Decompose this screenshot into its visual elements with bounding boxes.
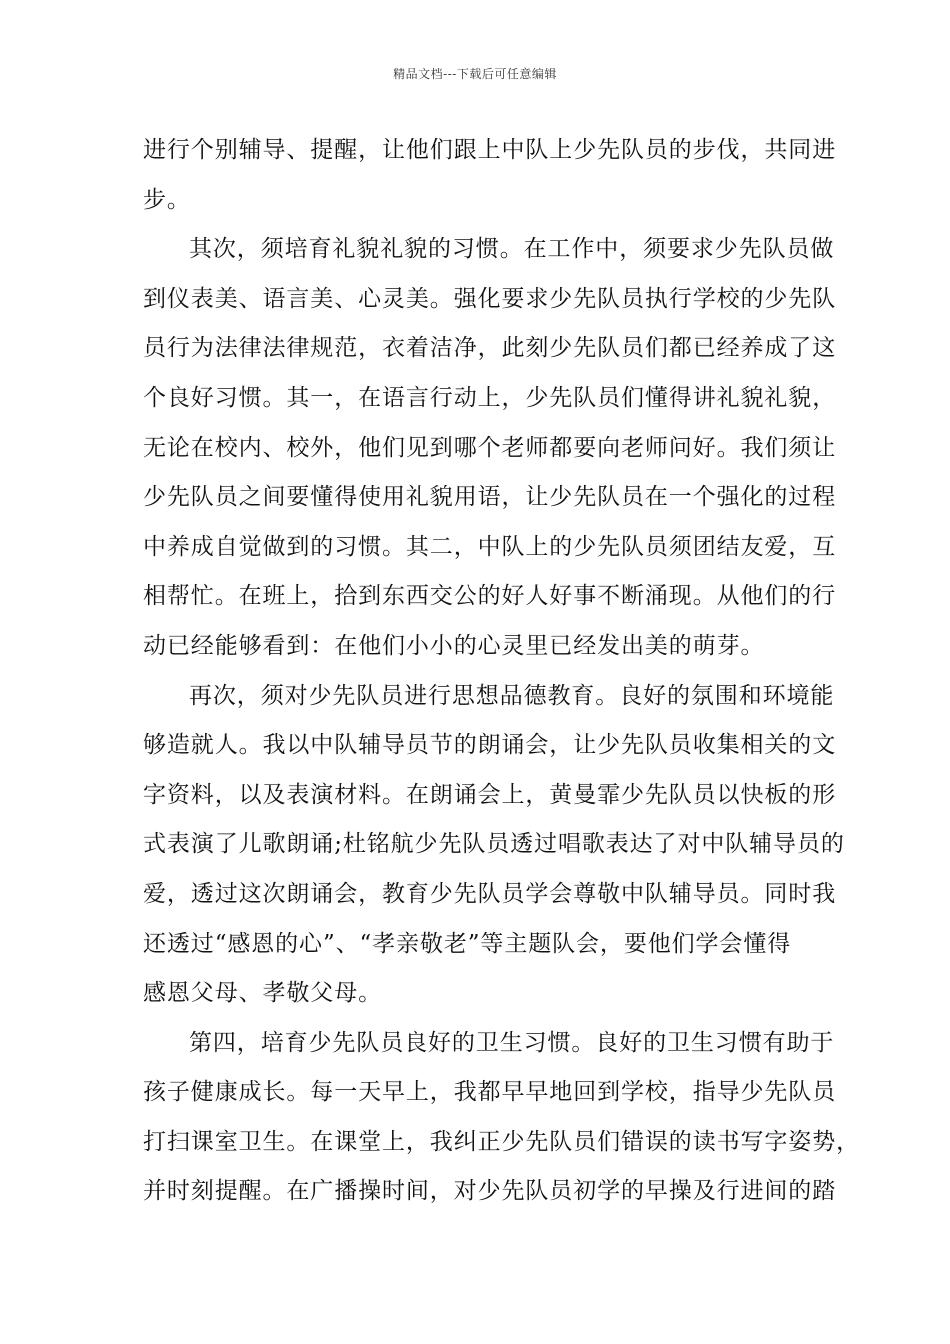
text-line: 字资料，以及表演材料。在朗诵会上，黄曼霏少先队员以快板的形	[143, 781, 837, 808]
text-line: 还透过“感恩的心”、“孝亲敬老”等主题队会，要他们学会懂得	[143, 930, 792, 957]
text-line: 个良好习惯。其一，在语言行动上，少先队员们懂得讲礼貌礼貌，	[143, 384, 837, 411]
text-line: 员行为法律法律规范，衣着洁净，此刻少先队员们都已经养成了这	[143, 335, 837, 362]
paragraph-start-line: 再次，须对少先队员进行思想品德教育。良好的氛围和环境能	[189, 682, 835, 709]
paragraph-start-line: 第四，培育少先队员良好的卫生习惯。良好的卫生习惯有助于	[189, 1029, 835, 1056]
text-line: 孩子健康成长。每一天早上，我都早早地回到学校，指导少先队员	[143, 1079, 837, 1106]
text-line: 到仪表美、语言美、心灵美。强化要求少先队员执行学校的少先队	[143, 285, 837, 312]
text-line: 进行个别辅导、提醒，让他们跟上中队上少先队员的步伐，共同进	[143, 137, 837, 163]
text-line: 无论在校内、校外，他们见到哪个老师都要向老师问好。我们须让	[143, 434, 837, 461]
text-line: 够造就人。我以中队辅导员节的朗诵会，让少先队员收集相关的文	[143, 732, 837, 759]
text-line: 相帮忙。在班上，拾到东西交公的好人好事不断涌现。从他们的行	[143, 583, 837, 610]
paragraph-start-line: 其次，须培育礼貌礼貌的习惯。在工作中，须要求少先队员做	[189, 236, 835, 263]
text-line: 感恩父母、孝敬父母。	[143, 980, 382, 1007]
text-line: 少先队员之间要懂得使用礼貌用语，让少先队员在一个强化的过程	[143, 484, 837, 511]
text-line: 爱，透过这次朗诵会，教育少先队员学会尊敬中队辅导员。同时我	[143, 880, 837, 907]
text-line: 步。	[143, 186, 191, 213]
text-line: 式表演了儿歌朗诵;杜铭航少先队员透过唱歌表达了对中队辅导员的	[143, 831, 845, 858]
text-line: 打扫课室卫生。在课堂上，我纠正少先队员们错误的读书写字姿势，	[143, 1128, 860, 1155]
page-header: 精品文档---下载后可任意编辑	[393, 67, 557, 81]
text-line: 动已经能够看到：在他们小小的心灵里已经发出美的萌芽。	[143, 632, 765, 659]
text-line: 中养成自觉做到的习惯。其二，中队上的少先队员须团结友爱，互	[143, 533, 837, 560]
text-line: 并时刻提醒。在广播操时间，对少先队员初学的早操及行进间的踏	[143, 1178, 837, 1205]
document-body	[143, 126, 860, 1217]
